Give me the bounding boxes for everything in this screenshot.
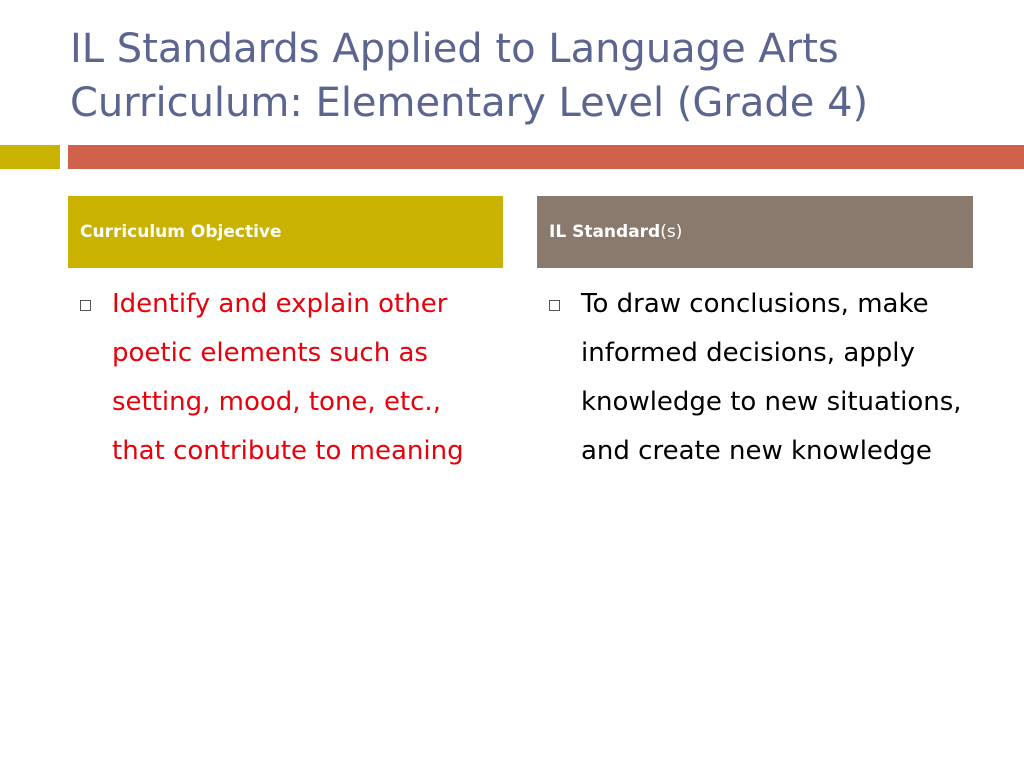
il-standard-header — [537, 196, 973, 268]
list-item — [549, 280, 969, 476]
il-standard-text: To draw conclusions, make informed decisions, apply knowledge to new situations, and create new knowledge — [581, 289, 962, 466]
il-standard-list — [549, 280, 969, 476]
slide-title — [70, 22, 1000, 130]
curriculum-objective-list — [80, 280, 500, 476]
list-item — [80, 280, 500, 476]
curriculum-objective-text: Identify and explain other poetic elements such as setting, mood, tone, etc., that contribute to meaning — [112, 289, 464, 466]
il-standard-header-label: IL Standard — [549, 222, 661, 242]
slide-title-line-1: IL Standards Applied to Language Arts — [70, 26, 839, 72]
title-rule-accent-right — [68, 145, 1024, 169]
title-rule-accent-left — [0, 145, 60, 169]
il-standard-header-suffix: (s) — [660, 222, 683, 242]
curriculum-objective-header — [68, 196, 503, 268]
slide-title-line-2: Curriculum: Elementary Level (Grade 4) — [70, 80, 869, 126]
square-bullet-icon — [549, 300, 560, 311]
square-bullet-icon — [80, 300, 91, 311]
curriculum-objective-header-label: Curriculum Objective — [80, 222, 282, 242]
